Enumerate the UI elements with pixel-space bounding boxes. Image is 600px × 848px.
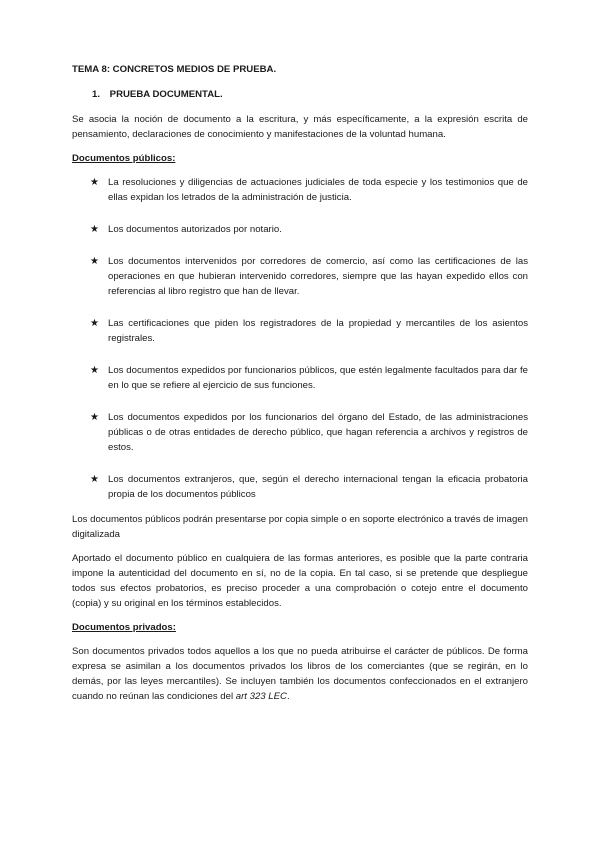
- list-item-text: La resoluciones y diligencias de actuaciones judiciales de toda especie y los testimonios que de ellas expidan los letrados de la administración de justicia.: [108, 177, 528, 203]
- list-item-text: Los documentos expedidos por los funcionarios del órgano del Estado, de las administraciones públicas o de otras entidades de derecho público, que hagan referencia a archivos y registros de estos.: [108, 412, 528, 453]
- list-item: [72, 472, 528, 502]
- legal-reference: art 323 LEC: [235, 691, 287, 702]
- list-item: [72, 410, 528, 455]
- list-item-text: Los documentos intervenidos por corredores de comercio, así como las certificaciones de las operaciones en que hubieran intervenido corredores, siempre que las hayan expedido ellos con referencias al libro registro que han de llevar.: [108, 256, 528, 297]
- public-copy-paragraph: Los documentos públicos podrán presentarse por copia simple o en soporte electrónico a través de imagen digitalizada: [72, 514, 528, 540]
- star-icon: ★: [90, 474, 99, 485]
- public-documents-heading: Documentos públicos:: [72, 153, 176, 164]
- star-icon: ★: [90, 412, 99, 423]
- star-icon: ★: [90, 256, 99, 267]
- private-paragraph-end: .: [286, 691, 290, 702]
- private-documents-paragraph: [72, 644, 528, 704]
- list-item: [72, 222, 528, 237]
- star-icon: ★: [90, 318, 99, 329]
- public-documents-list: [72, 175, 528, 502]
- star-icon: ★: [90, 365, 99, 376]
- list-item-text: Los documentos expedidos por funcionarios públicos, que estén legalmente facultados para dar fe en lo que se refiere al ejercicio de sus funciones.: [108, 365, 528, 391]
- document-title: TEMA 8: CONCRETOS MEDIOS DE PRUEBA.: [72, 64, 277, 75]
- list-item-text: Los documentos autorizados por notario.: [108, 224, 282, 235]
- public-authenticity-paragraph: Aportado el documento público en cualquiera de las formas anteriores, es posible que la parte contraria impone la autenticidad del documento en sí, no de la copia. En tal caso, si se pretende que despliegue todos sus efectos probatorios, es preciso proceder a una comprobación o cotejo entre el documento (copia) y su original en los términos establecidos.: [72, 553, 528, 609]
- list-item: [72, 316, 528, 346]
- list-item: [72, 175, 528, 205]
- section-heading: [92, 87, 528, 102]
- section-number: 1.: [92, 89, 101, 100]
- document-page: [72, 62, 528, 713]
- list-item: [72, 363, 528, 393]
- private-paragraph-text: Son documentos privados todos aquellos a los que no pueda atribuirse el carácter de públicos. De forma expresa se asimilan a los documentos privados los libros de los comerciantes (que se regirán, en lo demás, por las leyes mercantiles). Se incluyen también los documentos confeccionados en el extranjero cuando no reúnan las condiciones del: [72, 646, 528, 702]
- list-item-text: Las certificaciones que piden los registradores de la propiedad y mercantiles de los asientos registrales.: [108, 318, 528, 344]
- list-item: [72, 254, 528, 299]
- star-icon: ★: [90, 224, 99, 235]
- star-icon: ★: [90, 177, 99, 188]
- private-documents-heading: Documentos privados:: [72, 622, 176, 633]
- section-label: PRUEBA DOCUMENTAL.: [109, 89, 223, 100]
- intro-paragraph: Se asocia la noción de documento a la escritura, y más específicamente, a la expresión escrita de pensamiento, declaraciones de conocimiento y manifestaciones de la voluntad humana.: [72, 114, 528, 140]
- list-item-text: Los documentos extranjeros, que, según el derecho internacional tengan la eficacia probatoria propia de los documentos públicos: [108, 474, 528, 500]
